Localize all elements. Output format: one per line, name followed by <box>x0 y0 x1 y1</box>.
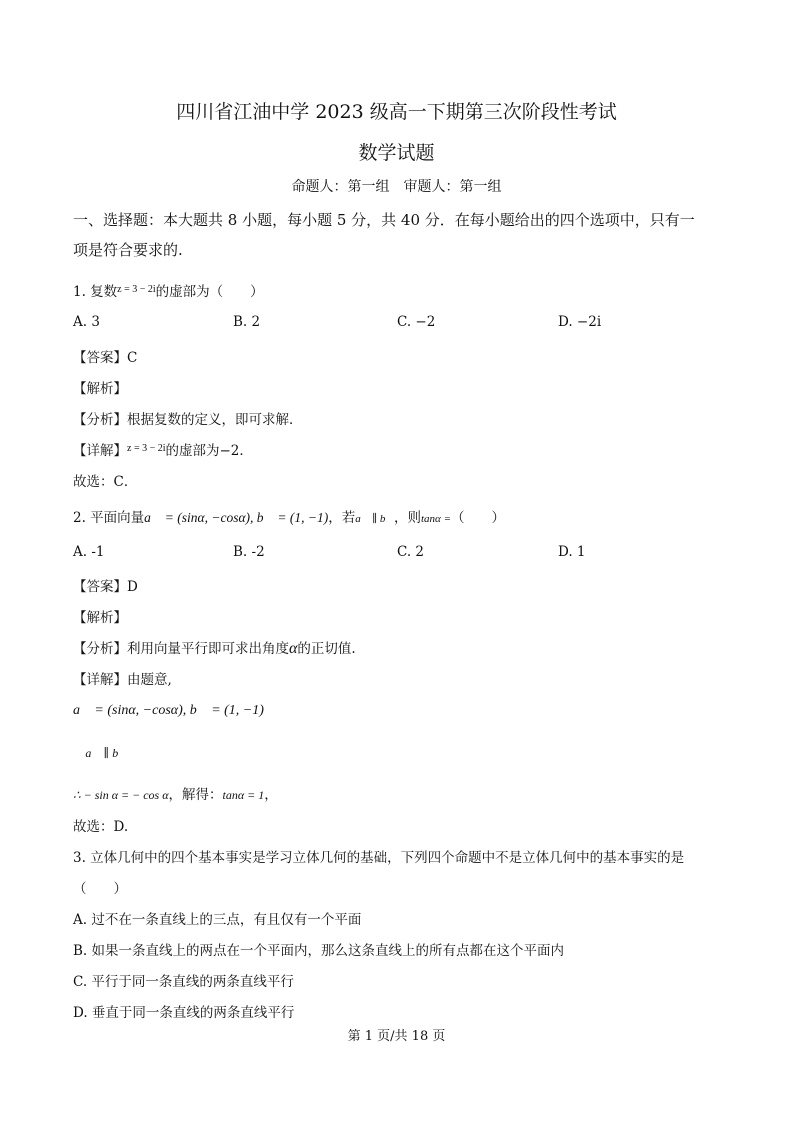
q1-detail-tag: 【详解】 <box>73 443 127 459</box>
q2-option-b: B. -2 <box>233 544 265 560</box>
q2-option-d: D. 1 <box>558 544 586 560</box>
q2-stem-mid: ，若 <box>328 510 356 526</box>
q3-option-a: A. 过不在一条直线上的三点，有且仅有一个平面 <box>73 912 362 928</box>
q3-stem-line2: （ ） <box>73 881 127 897</box>
q2-stem-parallel: a⃗ ∥ b⃗ <box>355 513 394 525</box>
q2-option-c: C. 2 <box>397 544 425 560</box>
q1-detail-value: −2 <box>219 443 240 459</box>
q2-fenxi <box>73 637 356 658</box>
q3-option-b: B. 如果一条直线上的两点在一个平面内，那么这条直线上的所有点都在这个平面内 <box>73 943 565 959</box>
q2-stem-tan: tanα = <box>420 513 451 525</box>
q2-stem-then: ，则 <box>393 510 421 526</box>
q2-detail <box>73 668 172 688</box>
q3-option-c: C. 平行于同一条直线的两条直线平行 <box>73 974 294 990</box>
q1-option-a: A. 3 <box>73 314 100 330</box>
section-heading-line2: 项是符合要求的. <box>73 241 183 259</box>
q2-detail-text: 由题意, <box>127 672 172 688</box>
q2-fenxi-tag: 【分析】 <box>73 641 127 657</box>
q1-choose: 故选：C． <box>73 474 138 490</box>
q2-fenxi-pre: 利用向量平行即可求出角度 <box>127 641 289 657</box>
q1-fenxi <box>73 408 303 428</box>
q1-detail <box>73 439 253 459</box>
q2-eq3 <box>73 783 278 803</box>
q2-answer-value: D <box>127 579 138 595</box>
q2-eq1: a⃗ = (sinα, −cosα), b⃗ = (1, −1) <box>73 703 264 718</box>
q1-detail-end: ． <box>239 443 253 459</box>
q1-detail-math: z = 3 − 2i <box>127 443 166 454</box>
q2-stem <box>73 506 505 526</box>
q2-answer-tag: 【答案】 <box>73 579 127 595</box>
q2-analysis-tag: 【解析】 <box>73 610 127 626</box>
q2-eq3-pre: ∴ − sin α = − cos α <box>73 788 169 802</box>
q1-analysis-tag: 【解析】 <box>73 381 127 397</box>
q1-answer <box>73 346 137 366</box>
q1-answer-value: C <box>127 350 138 366</box>
exam-authors: 命题人：第一组 审题人：第一组 <box>291 179 502 195</box>
q2-eq3-end: ， <box>264 787 278 803</box>
q2-stem-end: （ ） <box>451 510 505 526</box>
q1-stem-suffix: 的虚部为（ ） <box>155 284 264 300</box>
q1-stem <box>73 280 264 300</box>
q2-fenxi-alpha: α <box>289 640 298 657</box>
q3-option-d: D. 垂直于同一条直线的两条直线平行 <box>73 1005 295 1021</box>
q3-stem-line1: 3. 立体几何中的四个基本事实是学习立体几何的基础，下列四个命题中不是立体几何中的基本事实的是 <box>73 850 685 866</box>
q1-stem-prefix: 1. 复数 <box>73 284 118 300</box>
q2-eq3-mid: ，解得： <box>168 787 223 803</box>
q1-fenxi-text: 根据复数的定义，即可求解． <box>127 412 303 428</box>
q2-fenxi-post: 的正切值. <box>297 641 356 657</box>
q2-stem-math: a⃗ = (sinα, −cosα), b⃗ = (1, −1) <box>144 510 329 525</box>
exam-title: 四川省江油中学 2023 级高一下期第三次阶段性考试 <box>176 101 617 123</box>
q2-option-a: A. -1 <box>73 544 105 560</box>
exam-subtitle: 数学试题 <box>358 142 435 164</box>
q1-option-b: B. 2 <box>233 314 261 330</box>
q2-choose: 故选：D. <box>73 819 129 835</box>
q1-option-d: D. −2i <box>558 314 602 330</box>
q2-eq3-math: tanα = 1 <box>222 788 265 802</box>
page-footer: 第 1 页/共 18 页 <box>347 1029 446 1044</box>
q2-stem-prefix: 2. 平面向量 <box>73 510 145 526</box>
section-heading-line1: 一、选择题：本大题共 8 小题，每小题 5 分，共 40 分．在每小题给出的四个选项中，只有一 <box>73 211 695 229</box>
q2-answer <box>73 575 138 595</box>
q1-stem-math: z = 3 − 2i <box>117 284 156 295</box>
q1-option-c: C. −2 <box>397 314 436 330</box>
q2-eq2: ∵ a⃗ ∥ b⃗ <box>73 746 128 760</box>
q1-detail-text: 的虚部为 <box>165 443 220 459</box>
q2-detail-tag: 【详解】 <box>73 672 127 688</box>
q1-answer-tag: 【答案】 <box>73 350 127 366</box>
q1-fenxi-tag: 【分析】 <box>73 412 127 428</box>
